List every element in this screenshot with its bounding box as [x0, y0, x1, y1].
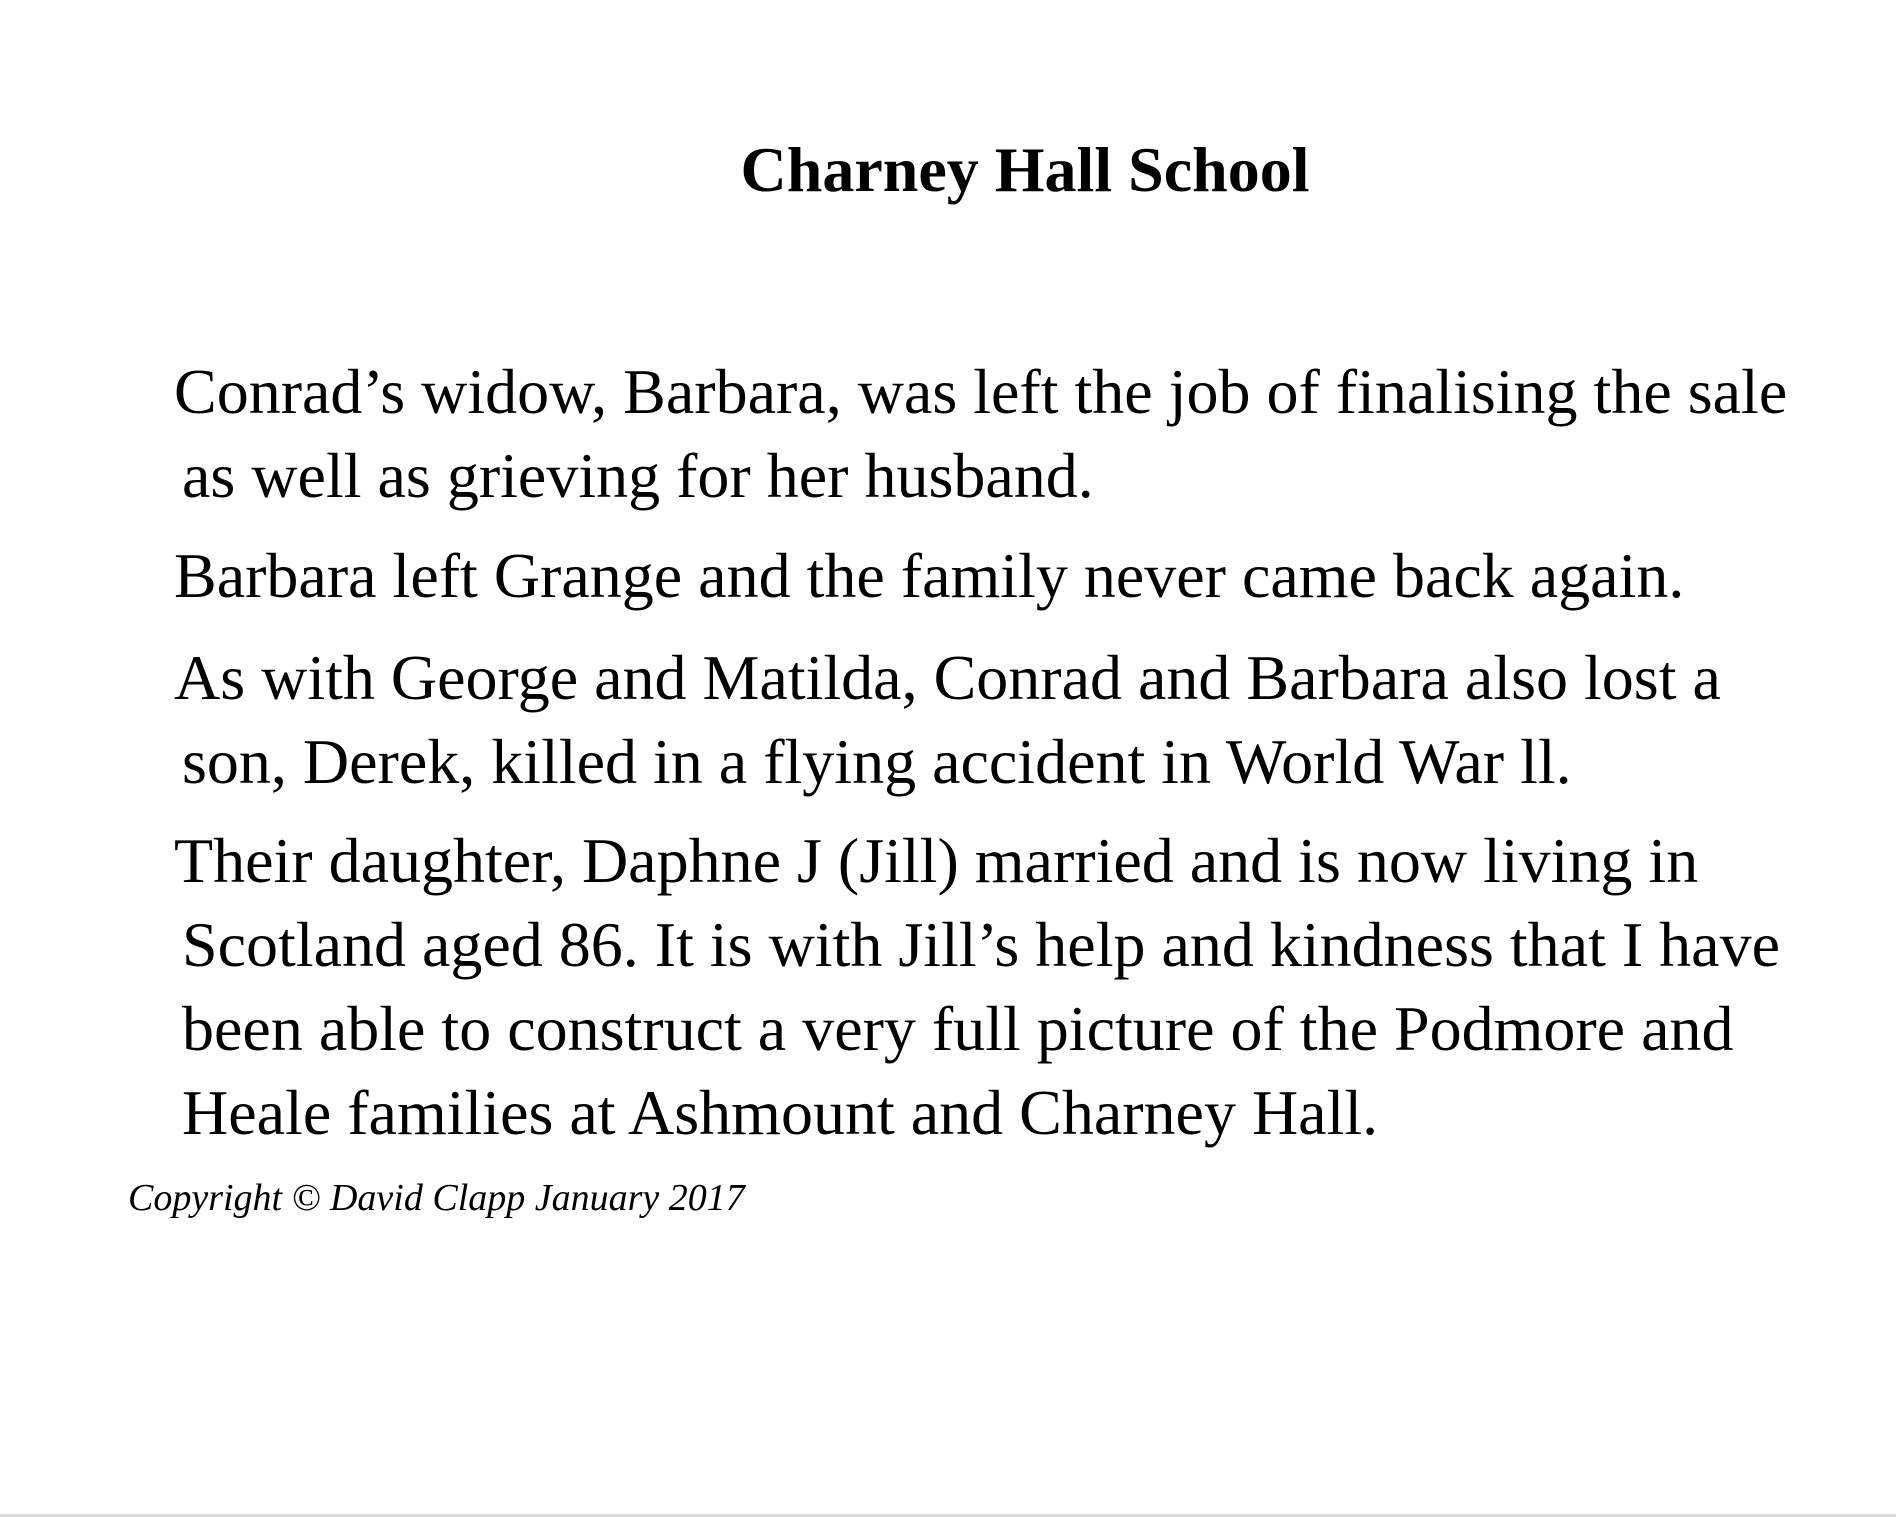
paragraph-left-grange: [174, 534, 1684, 618]
paragraph-line: Barbara left Grange and the family never came back again.: [174, 540, 1685, 611]
paragraph-line: Their daughter, Daphne J (Jill) married and is now living in: [174, 825, 1699, 896]
paragraph-line: as well as grieving for her husband.: [182, 440, 1094, 511]
paragraph-line: Scotland aged 86. It is with Jill’s help and kindness that I have: [182, 909, 1780, 980]
paragraph-daughter-jill: [174, 819, 1780, 1155]
paragraph-line: son, Derek, killed in a flying accident in World War ll.: [182, 726, 1572, 797]
page-title: Charney Hall School: [740, 134, 1310, 205]
copyright-notice: Copyright © David Clapp January 2017: [128, 1177, 745, 1219]
paragraph-line: As with George and Matilda, Conrad and Barbara also lost a: [174, 642, 1721, 713]
paragraph-line: been able to construct a very full picture of the Podmore and: [182, 993, 1734, 1064]
paragraph-line: Heale families at Ashmount and Charney Hall.: [182, 1077, 1379, 1148]
paragraph-line: Conrad’s widow, Barbara, was left the job of finalising the sale: [174, 356, 1788, 427]
paragraph-sale: [174, 350, 1787, 518]
paragraph-son-derek: [174, 636, 1721, 804]
